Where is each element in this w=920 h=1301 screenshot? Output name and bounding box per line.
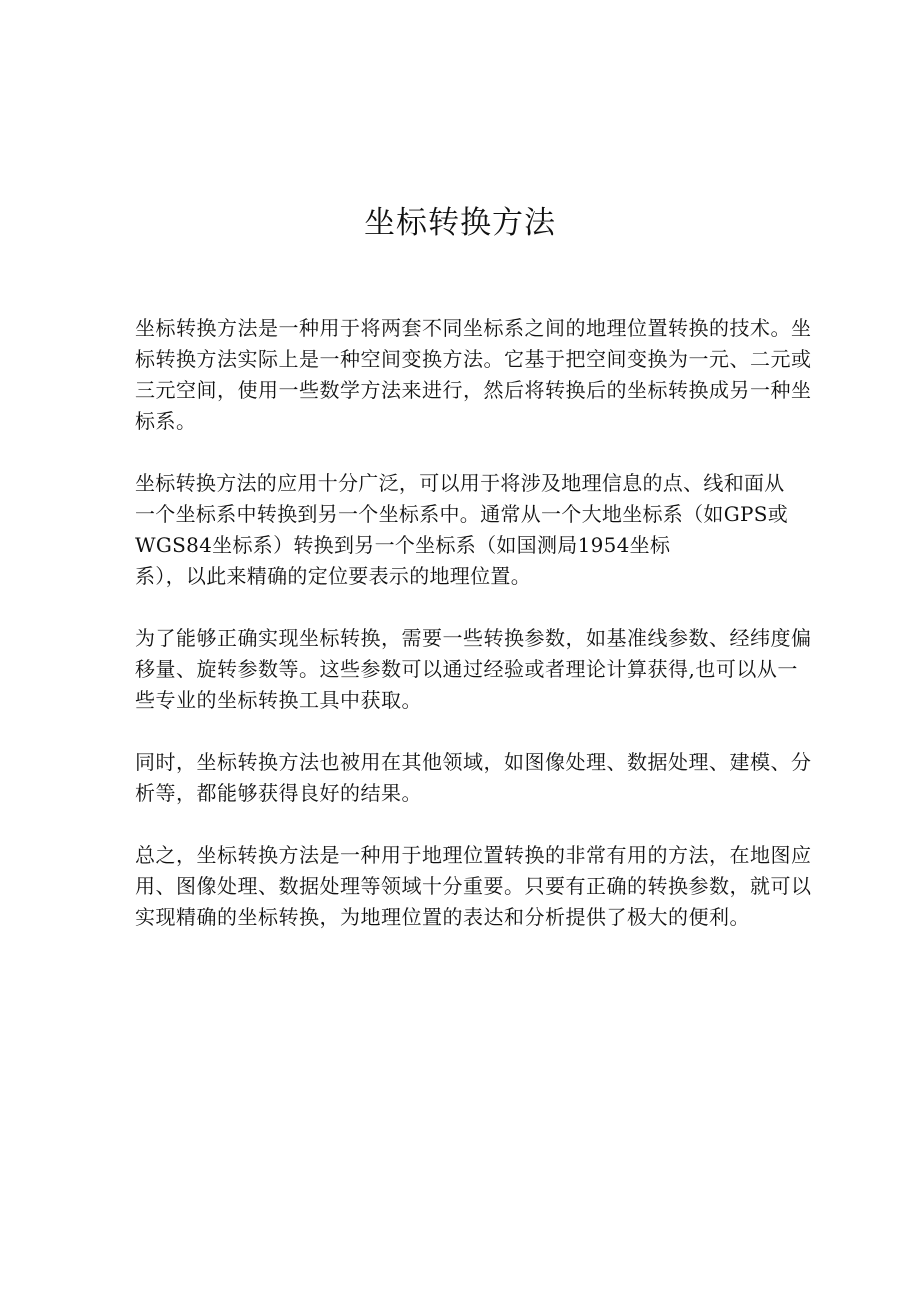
paragraph-line: WGS84坐标系）转换到另一个坐标系（如国测局1954坐标: [135, 533, 671, 557]
paragraph-line: 一个坐标系中转换到另一个坐标系中。通常从一个大地坐标系（如GPS或: [135, 502, 789, 526]
paragraph-line: 实现精确的坐标转换，为地理位置的表达和分析提供了极大的便利。: [135, 905, 750, 929]
paragraph-line: 标转换方法实际上是一种空间变换方法。它基于把空间变换为一元、二元或: [135, 347, 812, 371]
paragraph-line: 析等，都能够获得良好的结果。: [135, 781, 422, 805]
paragraph-1: [135, 313, 812, 437]
paragraph-line: 为了能够正确实现坐标转换，需要一些转换参数，如基准线参数、经纬度偏: [135, 626, 812, 650]
paragraph-line: 些专业的坐标转换工具中获取。: [135, 688, 422, 712]
paragraph-line: 坐标转换方法的应用十分广泛，可以用于将涉及地理信息的点、线和面从: [135, 471, 785, 495]
paragraph-2: [135, 468, 795, 592]
paragraph-line: 系），以此来精确的定位要表示的地理位置。: [135, 564, 531, 588]
paragraph-line: 移量、旋转参数等。这些参数可以通过经验或者理论计算获得,也可以从一: [135, 657, 798, 681]
document-title: 坐标转换方法: [364, 205, 556, 241]
document-body: [135, 313, 812, 964]
paragraph-3: [135, 623, 812, 716]
paragraph-line: 三元空间，使用一些数学方法来进行，然后将转换后的坐标转换成另一种坐: [135, 378, 812, 402]
paragraph-line: 总之，坐标转换方法是一种用于地理位置转换的非常有用的方法，在地图应: [135, 843, 812, 867]
paragraph-line: 标系。: [135, 409, 197, 433]
paragraph-5: [135, 840, 812, 933]
paragraph-4: [135, 747, 812, 809]
paragraph-line: 用、图像处理、数据处理等领域十分重要。只要有正确的转换参数，就可以: [135, 874, 812, 898]
paragraph-line: 同时，坐标转换方法也被用在其他领域，如图像处理、数据处理、建模、分: [135, 750, 812, 774]
paragraph-line: 坐标转换方法是一种用于将两套不同坐标系之间的地理位置转换的技术。坐: [135, 316, 812, 340]
